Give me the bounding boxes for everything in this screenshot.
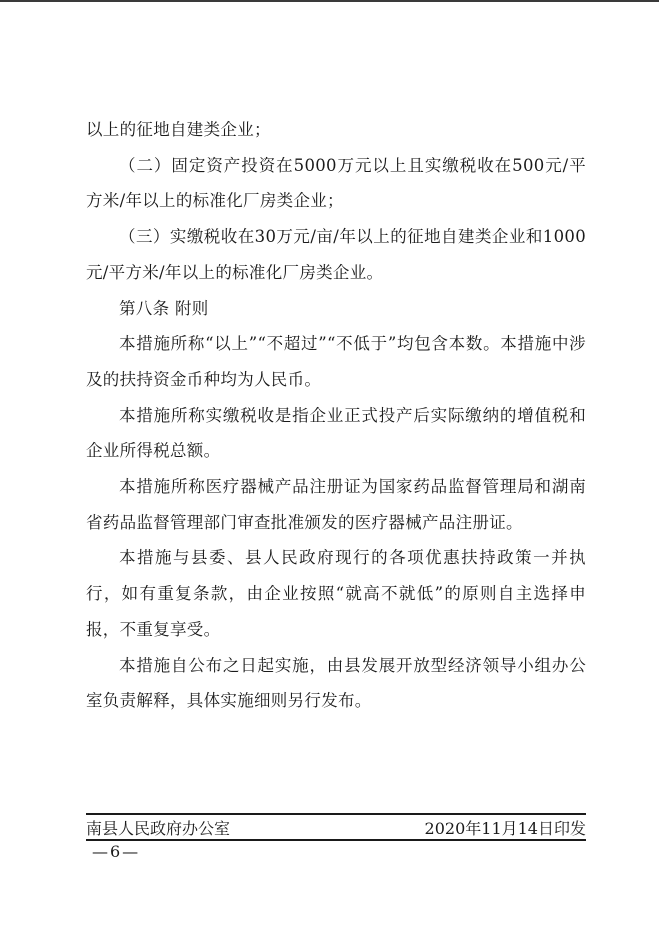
footer-bottom-rule bbox=[86, 839, 586, 841]
paragraph-2: （二）固定资产投资在5000万元以上且实缴税收在500元/平方米/年以上的标准化厂房类企业； bbox=[86, 155, 586, 211]
paragraph-9: 本措施自公布之日起实施，由县发展开放型经济领导小组办公室负责解释，具体实施细则另行发布。 bbox=[86, 655, 586, 711]
top-border-line bbox=[0, 0, 659, 2]
issuer: 南县人民政府办公室 bbox=[86, 818, 231, 838]
paragraph-1: 以上的征地自建类企业； bbox=[86, 120, 271, 139]
footer-info bbox=[86, 815, 586, 839]
issue-date: 2020年11月14日印发 bbox=[424, 818, 586, 838]
paragraph-7: 本措施所称医疗器械产品注册证为国家药品监督管理局和湖南省药品监督管理部门审查批准颁发的医疗器械产品注册证。 bbox=[86, 477, 586, 532]
paragraph-8: 本措施与县委、县人民政府现行的各项优惠扶持政策一并执行，如有重复条款，由企业按照“就高不就低”的原则自主选择申报，不重复享受。 bbox=[86, 548, 586, 639]
page-number: —6— bbox=[92, 842, 141, 861]
document-body bbox=[86, 112, 586, 719]
section-heading: 第八条 附则 bbox=[119, 298, 209, 318]
paragraph-6: 本措施所称实缴税收是指企业正式投产后实际缴纳的增值税和企业所得税总额。 bbox=[86, 405, 586, 461]
paragraph-5: 本措施所称“以上”“不超过”“不低于”均包含本数。本措施中涉及的扶持资金币种均为人民币。 bbox=[86, 334, 586, 389]
paragraph-3: （三）实缴税收在30万元/亩/年以上的征地自建类企业和1000元/平方米/年以上的标准化厂房类企业。 bbox=[86, 227, 586, 282]
